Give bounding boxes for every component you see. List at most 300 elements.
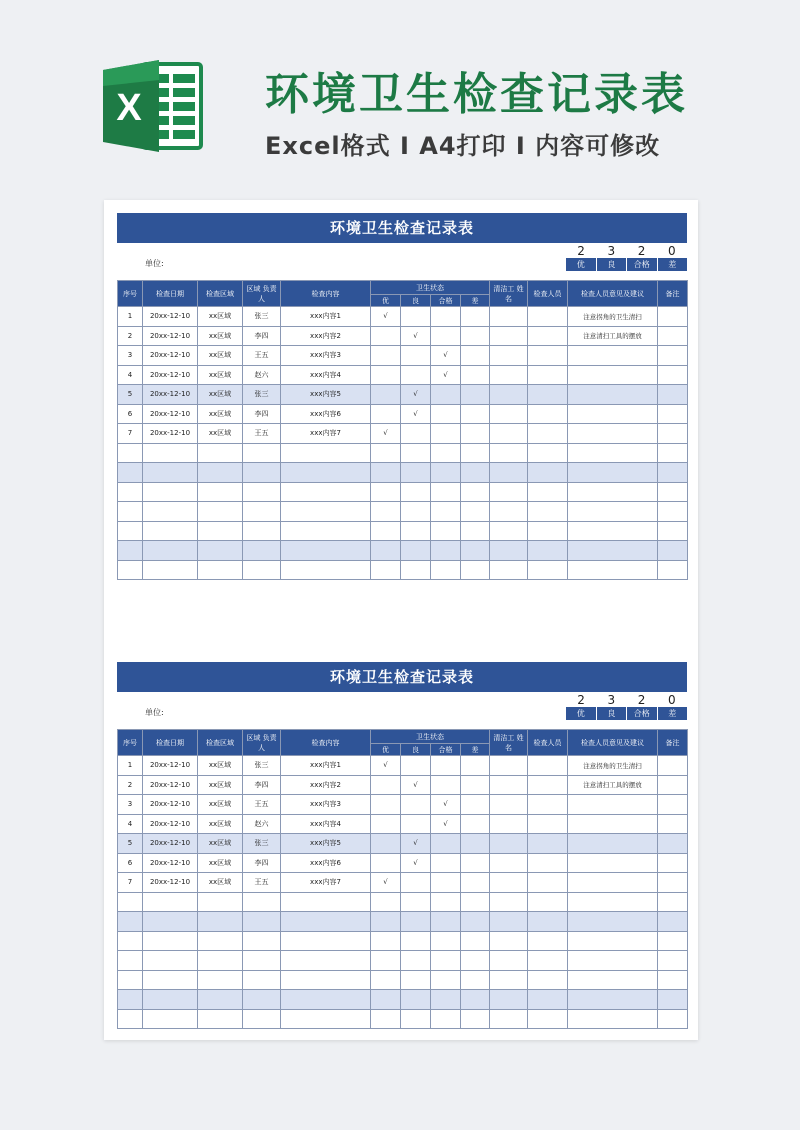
empty-cell[interactable] (243, 970, 281, 990)
cell-area[interactable]: xx区域 (198, 326, 243, 346)
empty-cell[interactable] (371, 931, 401, 951)
empty-cell[interactable] (198, 560, 243, 580)
cell-status-check[interactable]: √ (401, 834, 431, 854)
empty-cell[interactable] (198, 970, 243, 990)
cell-owner[interactable]: 王五 (243, 795, 281, 815)
empty-cell[interactable] (281, 912, 371, 932)
cell-owner[interactable]: 张三 (243, 385, 281, 405)
cell-content[interactable]: xxx内容5 (281, 385, 371, 405)
empty-cell[interactable] (490, 931, 528, 951)
empty-cell[interactable] (198, 931, 243, 951)
cell-content[interactable]: xxx内容3 (281, 795, 371, 815)
cell-opinion[interactable] (568, 404, 658, 424)
empty-cell[interactable] (528, 951, 568, 971)
cell-date[interactable]: 20xx-12-10 (143, 834, 198, 854)
cell-cleaner[interactable] (490, 404, 528, 424)
empty-cell[interactable] (118, 541, 143, 561)
empty-cell[interactable] (528, 912, 568, 932)
empty-cell[interactable] (490, 463, 528, 483)
cell-remark[interactable] (658, 853, 688, 873)
empty-cell[interactable] (658, 541, 688, 561)
cell-area[interactable]: xx区域 (198, 873, 243, 893)
empty-cell[interactable] (401, 990, 431, 1010)
cell-opinion[interactable] (568, 365, 658, 385)
cell-area[interactable]: xx区域 (198, 814, 243, 834)
empty-cell[interactable] (461, 482, 490, 502)
cell-opinion[interactable] (568, 853, 658, 873)
cell-area[interactable]: xx区域 (198, 834, 243, 854)
empty-cell[interactable] (281, 892, 371, 912)
empty-cell[interactable] (198, 521, 243, 541)
cell-status[interactable] (371, 853, 401, 873)
cell-seq[interactable]: 1 (118, 307, 143, 327)
empty-cell[interactable] (118, 560, 143, 580)
empty-cell[interactable] (401, 502, 431, 522)
empty-cell[interactable] (431, 931, 461, 951)
empty-cell[interactable] (198, 502, 243, 522)
empty-cell[interactable] (143, 951, 198, 971)
empty-cell[interactable] (401, 521, 431, 541)
empty-cell[interactable] (490, 560, 528, 580)
cell-seq[interactable]: 4 (118, 814, 143, 834)
empty-cell[interactable] (658, 892, 688, 912)
empty-cell[interactable] (528, 463, 568, 483)
empty-cell[interactable] (143, 1009, 198, 1029)
cell-inspector[interactable] (528, 795, 568, 815)
cell-date[interactable]: 20xx-12-10 (143, 756, 198, 776)
cell-remark[interactable] (658, 834, 688, 854)
empty-cell[interactable] (243, 463, 281, 483)
cell-date[interactable]: 20xx-12-10 (143, 404, 198, 424)
cell-content[interactable]: xxx内容2 (281, 775, 371, 795)
cell-remark[interactable] (658, 365, 688, 385)
empty-cell[interactable] (198, 1009, 243, 1029)
empty-cell[interactable] (658, 931, 688, 951)
empty-cell[interactable] (568, 931, 658, 951)
empty-cell[interactable] (528, 482, 568, 502)
cell-area[interactable]: xx区域 (198, 404, 243, 424)
cell-status-check[interactable]: √ (431, 346, 461, 366)
empty-cell[interactable] (490, 970, 528, 990)
cell-owner[interactable]: 李四 (243, 853, 281, 873)
empty-cell[interactable] (658, 443, 688, 463)
cell-status[interactable] (401, 814, 431, 834)
empty-cell[interactable] (143, 482, 198, 502)
cell-status-check[interactable]: √ (371, 873, 401, 893)
cell-status[interactable] (431, 404, 461, 424)
cell-owner[interactable]: 王五 (243, 424, 281, 444)
empty-cell[interactable] (461, 892, 490, 912)
cell-status[interactable] (371, 814, 401, 834)
empty-cell[interactable] (461, 560, 490, 580)
empty-cell[interactable] (401, 560, 431, 580)
cell-date[interactable]: 20xx-12-10 (143, 385, 198, 405)
empty-cell[interactable] (371, 521, 401, 541)
cell-owner[interactable]: 李四 (243, 326, 281, 346)
cell-cleaner[interactable] (490, 834, 528, 854)
cell-seq[interactable]: 1 (118, 756, 143, 776)
empty-cell[interactable] (431, 560, 461, 580)
empty-cell[interactable] (243, 482, 281, 502)
empty-cell[interactable] (281, 502, 371, 522)
empty-cell[interactable] (490, 521, 528, 541)
cell-status[interactable] (401, 365, 431, 385)
cell-status[interactable] (461, 775, 490, 795)
empty-cell[interactable] (118, 463, 143, 483)
empty-cell[interactable] (528, 931, 568, 951)
cell-inspector[interactable] (528, 775, 568, 795)
cell-seq[interactable]: 2 (118, 775, 143, 795)
cell-cleaner[interactable] (490, 346, 528, 366)
empty-cell[interactable] (281, 560, 371, 580)
empty-cell[interactable] (401, 892, 431, 912)
empty-cell[interactable] (243, 560, 281, 580)
cell-opinion[interactable]: 注意清扫工具的摆放 (568, 326, 658, 346)
empty-cell[interactable] (431, 912, 461, 932)
empty-cell[interactable] (461, 541, 490, 561)
empty-cell[interactable] (401, 951, 431, 971)
empty-cell[interactable] (371, 1009, 401, 1029)
cell-status[interactable] (371, 346, 401, 366)
cell-status[interactable] (401, 795, 431, 815)
empty-cell[interactable] (198, 463, 243, 483)
cell-opinion[interactable]: 注意拐角的卫生清扫 (568, 756, 658, 776)
cell-status-check[interactable]: √ (431, 365, 461, 385)
cell-owner[interactable]: 张三 (243, 834, 281, 854)
cell-status[interactable] (431, 853, 461, 873)
empty-cell[interactable] (490, 443, 528, 463)
empty-cell[interactable] (431, 463, 461, 483)
empty-cell[interactable] (371, 443, 401, 463)
cell-area[interactable]: xx区域 (198, 424, 243, 444)
empty-cell[interactable] (568, 560, 658, 580)
empty-cell[interactable] (243, 931, 281, 951)
empty-cell[interactable] (528, 521, 568, 541)
empty-cell[interactable] (490, 951, 528, 971)
empty-cell[interactable] (118, 1009, 143, 1029)
cell-status-check[interactable]: √ (401, 385, 431, 405)
empty-cell[interactable] (281, 970, 371, 990)
empty-cell[interactable] (143, 521, 198, 541)
empty-cell[interactable] (528, 892, 568, 912)
empty-cell[interactable] (243, 521, 281, 541)
empty-cell[interactable] (528, 970, 568, 990)
cell-remark[interactable] (658, 385, 688, 405)
empty-cell[interactable] (658, 502, 688, 522)
cell-status[interactable] (461, 307, 490, 327)
empty-cell[interactable] (568, 990, 658, 1010)
empty-cell[interactable] (461, 443, 490, 463)
empty-cell[interactable] (431, 482, 461, 502)
cell-opinion[interactable]: 注意拐角的卫生清扫 (568, 307, 658, 327)
empty-cell[interactable] (118, 970, 143, 990)
empty-cell[interactable] (658, 912, 688, 932)
cell-inspector[interactable] (528, 307, 568, 327)
cell-status[interactable] (461, 404, 490, 424)
cell-date[interactable]: 20xx-12-10 (143, 307, 198, 327)
empty-cell[interactable] (568, 912, 658, 932)
cell-cleaner[interactable] (490, 365, 528, 385)
cell-opinion[interactable] (568, 424, 658, 444)
empty-cell[interactable] (198, 443, 243, 463)
cell-status[interactable] (431, 326, 461, 346)
cell-opinion[interactable] (568, 346, 658, 366)
cell-seq[interactable]: 3 (118, 795, 143, 815)
cell-seq[interactable]: 2 (118, 326, 143, 346)
empty-cell[interactable] (528, 443, 568, 463)
cell-content[interactable]: xxx内容7 (281, 873, 371, 893)
cell-owner[interactable]: 赵六 (243, 365, 281, 385)
empty-cell[interactable] (658, 560, 688, 580)
cell-remark[interactable] (658, 873, 688, 893)
cell-status[interactable] (461, 424, 490, 444)
empty-cell[interactable] (431, 990, 461, 1010)
empty-cell[interactable] (371, 482, 401, 502)
empty-cell[interactable] (143, 990, 198, 1010)
cell-owner[interactable]: 李四 (243, 775, 281, 795)
empty-cell[interactable] (371, 560, 401, 580)
cell-cleaner[interactable] (490, 775, 528, 795)
cell-status[interactable] (371, 775, 401, 795)
cell-inspector[interactable] (528, 326, 568, 346)
empty-cell[interactable] (431, 951, 461, 971)
empty-cell[interactable] (118, 502, 143, 522)
empty-cell[interactable] (198, 951, 243, 971)
empty-cell[interactable] (371, 970, 401, 990)
cell-area[interactable]: xx区域 (198, 775, 243, 795)
cell-date[interactable]: 20xx-12-10 (143, 326, 198, 346)
cell-status[interactable] (401, 307, 431, 327)
cell-status-check[interactable]: √ (401, 853, 431, 873)
cell-date[interactable]: 20xx-12-10 (143, 424, 198, 444)
empty-cell[interactable] (243, 541, 281, 561)
cell-owner[interactable]: 李四 (243, 404, 281, 424)
cell-owner[interactable]: 赵六 (243, 814, 281, 834)
empty-cell[interactable] (568, 541, 658, 561)
cell-status[interactable] (461, 326, 490, 346)
empty-cell[interactable] (118, 931, 143, 951)
empty-cell[interactable] (118, 892, 143, 912)
empty-cell[interactable] (118, 951, 143, 971)
cell-content[interactable]: xxx内容2 (281, 326, 371, 346)
empty-cell[interactable] (281, 541, 371, 561)
empty-cell[interactable] (281, 990, 371, 1010)
cell-status[interactable] (401, 346, 431, 366)
empty-cell[interactable] (371, 951, 401, 971)
cell-status[interactable] (461, 795, 490, 815)
cell-opinion[interactable] (568, 834, 658, 854)
cell-cleaner[interactable] (490, 795, 528, 815)
empty-cell[interactable] (371, 541, 401, 561)
cell-date[interactable]: 20xx-12-10 (143, 853, 198, 873)
cell-cleaner[interactable] (490, 385, 528, 405)
empty-cell[interactable] (431, 443, 461, 463)
cell-owner[interactable]: 王五 (243, 346, 281, 366)
empty-cell[interactable] (198, 912, 243, 932)
cell-content[interactable]: xxx内容4 (281, 814, 371, 834)
cell-status[interactable] (461, 834, 490, 854)
empty-cell[interactable] (118, 912, 143, 932)
empty-cell[interactable] (198, 990, 243, 1010)
empty-cell[interactable] (658, 970, 688, 990)
empty-cell[interactable] (198, 541, 243, 561)
cell-cleaner[interactable] (490, 326, 528, 346)
empty-cell[interactable] (658, 951, 688, 971)
empty-cell[interactable] (281, 931, 371, 951)
cell-content[interactable]: xxx内容1 (281, 307, 371, 327)
cell-area[interactable]: xx区域 (198, 365, 243, 385)
cell-remark[interactable] (658, 326, 688, 346)
empty-cell[interactable] (401, 931, 431, 951)
cell-inspector[interactable] (528, 424, 568, 444)
cell-status[interactable] (461, 346, 490, 366)
cell-date[interactable]: 20xx-12-10 (143, 775, 198, 795)
empty-cell[interactable] (461, 990, 490, 1010)
cell-status[interactable] (461, 365, 490, 385)
empty-cell[interactable] (490, 990, 528, 1010)
cell-date[interactable]: 20xx-12-10 (143, 346, 198, 366)
empty-cell[interactable] (281, 951, 371, 971)
empty-cell[interactable] (658, 990, 688, 1010)
empty-cell[interactable] (143, 931, 198, 951)
cell-date[interactable]: 20xx-12-10 (143, 814, 198, 834)
empty-cell[interactable] (243, 443, 281, 463)
empty-cell[interactable] (528, 990, 568, 1010)
cell-date[interactable]: 20xx-12-10 (143, 873, 198, 893)
cell-content[interactable]: xxx内容1 (281, 756, 371, 776)
cell-status[interactable] (371, 834, 401, 854)
cell-status[interactable] (431, 424, 461, 444)
empty-cell[interactable] (658, 1009, 688, 1029)
cell-content[interactable]: xxx内容3 (281, 346, 371, 366)
cell-opinion[interactable] (568, 814, 658, 834)
cell-remark[interactable] (658, 404, 688, 424)
cell-inspector[interactable] (528, 853, 568, 873)
cell-area[interactable]: xx区域 (198, 307, 243, 327)
empty-cell[interactable] (568, 1009, 658, 1029)
empty-cell[interactable] (461, 951, 490, 971)
cell-remark[interactable] (658, 795, 688, 815)
empty-cell[interactable] (243, 951, 281, 971)
cell-seq[interactable]: 7 (118, 424, 143, 444)
empty-cell[interactable] (568, 951, 658, 971)
empty-cell[interactable] (281, 1009, 371, 1029)
empty-cell[interactable] (143, 970, 198, 990)
cell-cleaner[interactable] (490, 853, 528, 873)
empty-cell[interactable] (281, 521, 371, 541)
cell-status-check[interactable]: √ (371, 424, 401, 444)
cell-cleaner[interactable] (490, 873, 528, 893)
empty-cell[interactable] (528, 541, 568, 561)
empty-cell[interactable] (568, 502, 658, 522)
cell-inspector[interactable] (528, 346, 568, 366)
cell-opinion[interactable] (568, 795, 658, 815)
empty-cell[interactable] (371, 463, 401, 483)
empty-cell[interactable] (658, 521, 688, 541)
empty-cell[interactable] (371, 502, 401, 522)
empty-cell[interactable] (401, 970, 431, 990)
cell-area[interactable]: xx区域 (198, 385, 243, 405)
cell-seq[interactable]: 5 (118, 385, 143, 405)
empty-cell[interactable] (281, 482, 371, 502)
empty-cell[interactable] (431, 502, 461, 522)
empty-cell[interactable] (431, 892, 461, 912)
empty-cell[interactable] (490, 482, 528, 502)
empty-cell[interactable] (143, 560, 198, 580)
empty-cell[interactable] (371, 892, 401, 912)
empty-cell[interactable] (243, 892, 281, 912)
cell-status-check[interactable]: √ (401, 775, 431, 795)
cell-status[interactable] (431, 873, 461, 893)
empty-cell[interactable] (143, 892, 198, 912)
empty-cell[interactable] (401, 1009, 431, 1029)
empty-cell[interactable] (490, 1009, 528, 1029)
empty-cell[interactable] (490, 912, 528, 932)
cell-status[interactable] (461, 873, 490, 893)
cell-cleaner[interactable] (490, 307, 528, 327)
empty-cell[interactable] (401, 482, 431, 502)
empty-cell[interactable] (143, 541, 198, 561)
cell-seq[interactable]: 6 (118, 853, 143, 873)
empty-cell[interactable] (371, 912, 401, 932)
cell-status[interactable] (431, 775, 461, 795)
empty-cell[interactable] (568, 443, 658, 463)
empty-cell[interactable] (528, 1009, 568, 1029)
cell-status[interactable] (461, 385, 490, 405)
cell-area[interactable]: xx区域 (198, 853, 243, 873)
empty-cell[interactable] (401, 912, 431, 932)
empty-cell[interactable] (461, 502, 490, 522)
empty-cell[interactable] (118, 521, 143, 541)
cell-status[interactable] (461, 756, 490, 776)
cell-status-check[interactable]: √ (431, 795, 461, 815)
empty-cell[interactable] (118, 990, 143, 1010)
cell-content[interactable]: xxx内容4 (281, 365, 371, 385)
empty-cell[interactable] (281, 463, 371, 483)
empty-cell[interactable] (118, 482, 143, 502)
empty-cell[interactable] (143, 502, 198, 522)
cell-inspector[interactable] (528, 365, 568, 385)
cell-opinion[interactable] (568, 385, 658, 405)
cell-status-check[interactable]: √ (371, 756, 401, 776)
empty-cell[interactable] (198, 892, 243, 912)
cell-status[interactable] (371, 404, 401, 424)
empty-cell[interactable] (461, 1009, 490, 1029)
cell-inspector[interactable] (528, 385, 568, 405)
empty-cell[interactable] (528, 502, 568, 522)
cell-remark[interactable] (658, 424, 688, 444)
empty-cell[interactable] (490, 892, 528, 912)
cell-seq[interactable]: 7 (118, 873, 143, 893)
cell-status-check[interactable]: √ (401, 404, 431, 424)
empty-cell[interactable] (568, 521, 658, 541)
empty-cell[interactable] (401, 541, 431, 561)
cell-inspector[interactable] (528, 834, 568, 854)
empty-cell[interactable] (658, 482, 688, 502)
cell-owner[interactable]: 张三 (243, 307, 281, 327)
empty-cell[interactable] (198, 482, 243, 502)
empty-cell[interactable] (243, 912, 281, 932)
cell-status-check[interactable]: √ (371, 307, 401, 327)
cell-status[interactable] (401, 873, 431, 893)
cell-content[interactable]: xxx内容6 (281, 404, 371, 424)
cell-seq[interactable]: 3 (118, 346, 143, 366)
cell-status[interactable] (461, 814, 490, 834)
empty-cell[interactable] (461, 970, 490, 990)
cell-status-check[interactable]: √ (431, 814, 461, 834)
cell-seq[interactable]: 5 (118, 834, 143, 854)
cell-area[interactable]: xx区域 (198, 756, 243, 776)
